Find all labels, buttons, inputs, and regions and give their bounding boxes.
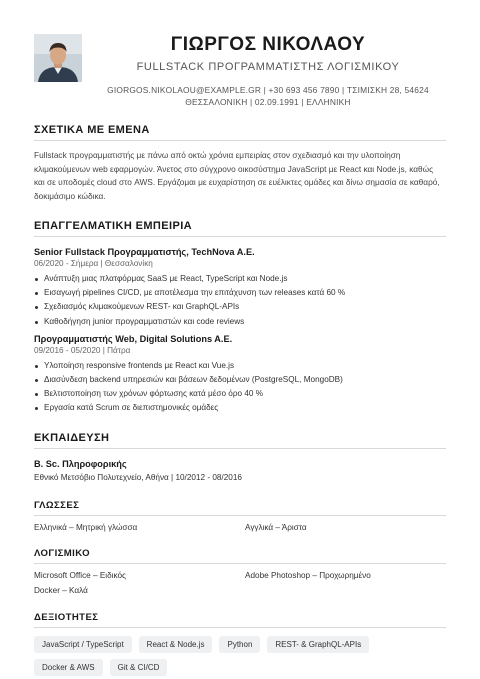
list-item: Ανάπτυξη μιας πλατφόρμας SaaS με React, TypeScript και Node.js [34,272,446,286]
language-item: Ελληνικά – Μητρική γλώσσα [34,523,138,532]
skill-chip: REST- & GraphQL-APIs [267,636,369,653]
list-item: Καθοδήγηση junior προγραμματιστών και code reviews [34,315,446,329]
skill-chip: Python [219,636,260,653]
software-section [34,548,446,600]
profile-photo [34,34,82,82]
list-item: Εργασία κατά Scrum σε διεπιστημονικές ομάδες [34,401,446,415]
education-section [34,432,446,484]
about-section [34,124,446,203]
section-title-software: ΛΟΓΙΣΜΙΚΟ [34,548,446,564]
skills-section [34,612,446,676]
person-portrait-icon [34,34,82,82]
job-title: Προγραμματιστής Web, Digital Solutions A.E. [34,333,233,344]
job-meta: 09/2016 - 05/2020 | Πάτρα [34,345,131,355]
list-item: Διασύνδεση backend υπηρεσιών και βάσεων δεδομένων (PostgreSQL, MongoDB) [34,373,446,387]
software-item: Docker – Καλά [34,586,88,595]
job-bullets [34,272,446,329]
education-meta: Εθνικό Μετσόβιο Πολυτεχνείο, Αθήνα | 10/2012 - 08/2016 [34,473,242,482]
job-role: FULLSTACK ΠΡΟΓΡΑΜΜΑΤΙΣΤΗΣ ΛΟΓΙΣΜΙΚΟΥ [136,61,400,73]
education-degree: B. Sc. Πληροφορικής [34,459,127,469]
section-title-languages: ΓΛΩΣΣΕΣ [34,500,446,516]
languages-section [34,500,446,537]
software-item: Adobe Photoshop – Προχωρημένο [245,571,371,580]
skill-chip: React & Node.js [139,636,213,653]
experience-section [34,220,446,416]
about-text: Fullstack προγραμματιστής με πάνω από οκτώ χρόνια εμπειρίας στον σχεδιασμό και την υλοποίηση κλιμακούμενων web εφαρμογών. Άνετος στο σύγχρονο οικοσύστημα JavaScript με React και Node.js, καθώς και σε υποδομές cloud στο AWS. Εργάζομαι με ευχαρίστηση σε ευέλικτες ομάδες και δίνω σημασία σε καθαρό, δοκιμάσιμο κώδικα. [34,150,440,201]
list-item: Σχεδιασμός κλιμακούμενων REST- και GraphQL-APIs [34,300,446,314]
job-entry [34,246,446,329]
language-item: Αγγλικά – Άριστα [245,523,307,532]
skill-chip: Docker & AWS [34,659,103,676]
software-item: Microsoft Office – Ειδικός [34,571,126,580]
job-bullets [34,359,446,416]
job-title: Senior Fullstack Προγραμματιστής, TechNova A.E. [34,247,255,257]
header [90,34,446,108]
full-name: ΓΙΩΡΓΟΣ ΝΙΚΟΛΑΟΥ [170,34,366,55]
skills-chips [34,636,414,676]
skill-chip: JavaScript / TypeScript [34,636,132,653]
contact-line-1: GIORGOS.NIKOLAOU@EXAMPLE.GR | +30 693 456 7890 | ΤΣΙΜΙΣΚΗ 28, 54624 [107,85,429,95]
section-title-skills: ΔΕΞΙΟΤΗΤΕΣ [34,612,446,628]
list-item: Βελτιστοποίηση των χρόνων φόρτωσης κατά μέσο όρο 40 % [34,387,446,401]
job-entry [34,333,446,416]
section-title-about: ΣΧΕΤΙΚΑ ΜΕ ΕΜΕΝΑ [34,124,446,141]
skill-chip: Git & CI/CD [110,659,168,676]
job-meta: 06/2020 - Σήμερα | Θεσσαλονίκη [34,259,153,268]
section-title-experience: ΕΠΑΓΓΕΛΜΑΤΙΚΗ ΕΜΠΕΙΡΙΑ [34,220,446,237]
list-item: Υλοποίηση responsive frontends με React και Vue.js [34,359,446,373]
contact-info [90,84,446,108]
section-title-education: ΕΚΠΑΙΔΕΥΣΗ [34,432,446,449]
contact-line-2: ΘΕΣΣΑΛΟΝΙΚΗ | 02.09.1991 | ΕΛΛΗΝΙΚΗ [185,97,351,107]
list-item: Εισαγωγή pipelines CI/CD, με αποτέλεσμα την επιτάχυνση των releases κατά 60 % [34,286,446,300]
